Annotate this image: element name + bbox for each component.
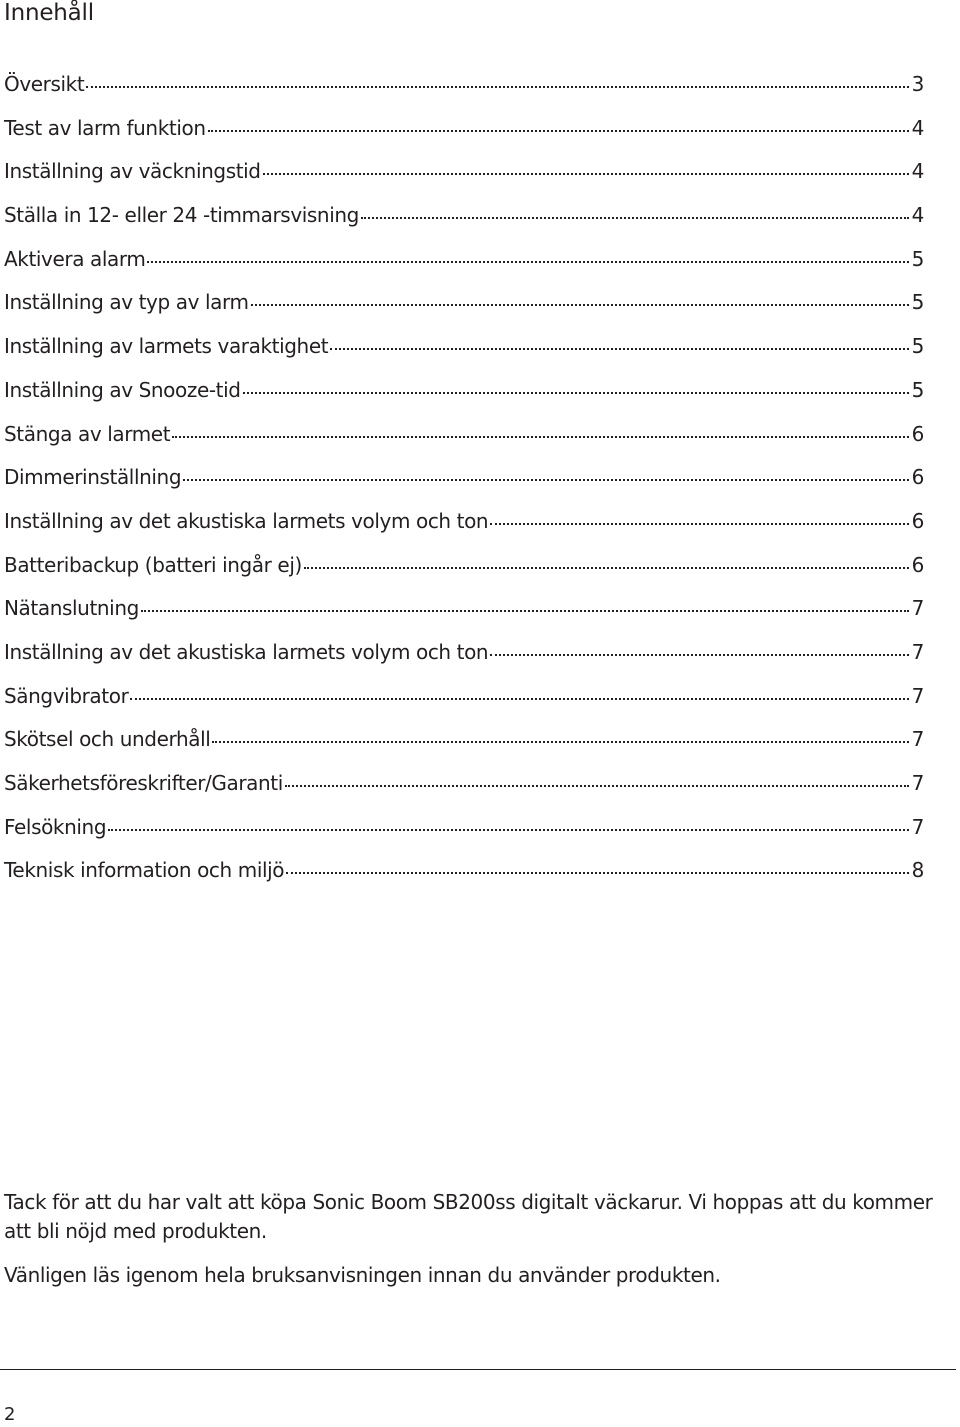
- toc-entry-page: 7: [911, 639, 924, 664]
- toc-entry-label: Felsökning: [4, 814, 107, 839]
- toc-entry-page: 5: [911, 377, 924, 402]
- toc-leader: [286, 872, 909, 874]
- toc-leader: [141, 610, 909, 612]
- toc-entry[interactable]: [4, 465, 924, 509]
- toc-leader: [86, 86, 908, 88]
- toc-entry[interactable]: [4, 771, 924, 815]
- toc-entry-page: 8: [911, 858, 924, 883]
- toc-leader: [490, 523, 908, 525]
- page-number: 2: [4, 1404, 16, 1425]
- toc-entry-label: Inställning av Snooze-tid: [4, 377, 241, 402]
- toc-entry[interactable]: [4, 116, 924, 160]
- toc-entry[interactable]: [4, 334, 924, 378]
- toc-leader: [251, 304, 909, 306]
- table-of-contents: [4, 72, 924, 902]
- toc-entry-page: 5: [911, 334, 924, 359]
- instruction-paragraph: Vänligen läs igenom hela bruksanvisningen innan du använder produkten.: [4, 1263, 721, 1287]
- footer-divider: [0, 1369, 956, 1370]
- toc-entry-label: Inställning av typ av larm: [4, 290, 249, 315]
- toc-entry-label: Inställning av det akustiska larmets volym och ton: [4, 508, 489, 533]
- toc-entry-page: 7: [911, 814, 924, 839]
- toc-entry-page: 5: [911, 290, 924, 315]
- toc-entry[interactable]: [4, 290, 924, 334]
- toc-leader: [208, 130, 909, 132]
- toc-leader: [130, 698, 908, 700]
- page-title: Innehåll: [4, 0, 94, 26]
- toc-leader: [285, 785, 909, 787]
- toc-entry[interactable]: [4, 72, 924, 116]
- toc-entry-page: 7: [911, 683, 924, 708]
- toc-entry[interactable]: [4, 247, 924, 291]
- toc-entry-page: 3: [911, 72, 924, 96]
- toc-entry-label: Stänga av larmet: [4, 421, 171, 446]
- toc-entry-label: Aktivera alarm: [4, 246, 146, 271]
- toc-entry-label: Säkerhetsföreskrifter/Garanti: [4, 771, 283, 795]
- toc-entry-page: 4: [911, 115, 924, 140]
- toc-leader: [183, 479, 909, 481]
- toc-entry-label: Test av larm funktion: [4, 115, 206, 140]
- toc-entry-label: Ställa in 12- eller 24 -timmarsvisning: [4, 203, 359, 228]
- toc-leader: [147, 261, 908, 263]
- toc-leader: [490, 654, 908, 656]
- toc-leader: [330, 348, 908, 350]
- toc-entry[interactable]: [4, 815, 924, 859]
- toc-entry-page: 7: [911, 727, 924, 752]
- toc-entry-label: Skötsel och underhåll: [4, 727, 211, 752]
- toc-entry[interactable]: [4, 422, 924, 466]
- toc-entry-label: Teknisk information och miljö: [4, 858, 285, 883]
- toc-entry-label: Batteribackup (batteri ingår ej): [4, 552, 302, 577]
- toc-entry[interactable]: [4, 203, 924, 247]
- toc-entry[interactable]: [4, 509, 924, 553]
- toc-entry-label: Dimmerinställning: [4, 465, 182, 490]
- toc-leader: [361, 217, 909, 219]
- toc-entry[interactable]: [4, 553, 924, 597]
- toc-entry-page: 5: [911, 246, 924, 271]
- toc-entry[interactable]: [4, 159, 924, 203]
- toc-entry-label: Sängvibrator: [4, 683, 129, 708]
- toc-entry[interactable]: [4, 378, 924, 422]
- toc-leader: [172, 436, 909, 438]
- toc-entry-page: 6: [911, 465, 924, 490]
- toc-entry-label: Översikt: [4, 72, 85, 96]
- toc-entry[interactable]: [4, 727, 924, 771]
- toc-leader: [243, 392, 909, 394]
- toc-entry[interactable]: [4, 640, 924, 684]
- toc-entry[interactable]: [4, 858, 924, 902]
- toc-entry-page: 4: [911, 159, 924, 184]
- toc-leader: [304, 567, 909, 569]
- toc-entry-label: Nätanslutning: [4, 596, 139, 621]
- toc-leader: [263, 173, 909, 175]
- toc-entry[interactable]: [4, 596, 924, 640]
- toc-entry-page: 6: [911, 552, 924, 577]
- toc-entry-page: 6: [911, 508, 924, 533]
- toc-leader: [212, 741, 908, 743]
- toc-entry-label: Inställning av larmets varaktighet: [4, 334, 329, 359]
- intro-paragraph: Tack för att du har valt att köpa Sonic Boom SB200ss digitalt väckarur. Vi hoppas att du kommer att bli nöjd med produkten.: [4, 1190, 933, 1243]
- toc-entry-page: 6: [911, 421, 924, 446]
- toc-entry-page: 7: [911, 771, 924, 795]
- toc-entry-page: 4: [911, 203, 924, 228]
- toc-entry-label: Inställning av det akustiska larmets volym och ton: [4, 639, 489, 664]
- toc-entry[interactable]: [4, 684, 924, 728]
- toc-entry-label: Inställning av väckningstid: [4, 159, 261, 184]
- toc-entry-page: 7: [911, 596, 924, 621]
- toc-leader: [108, 829, 909, 831]
